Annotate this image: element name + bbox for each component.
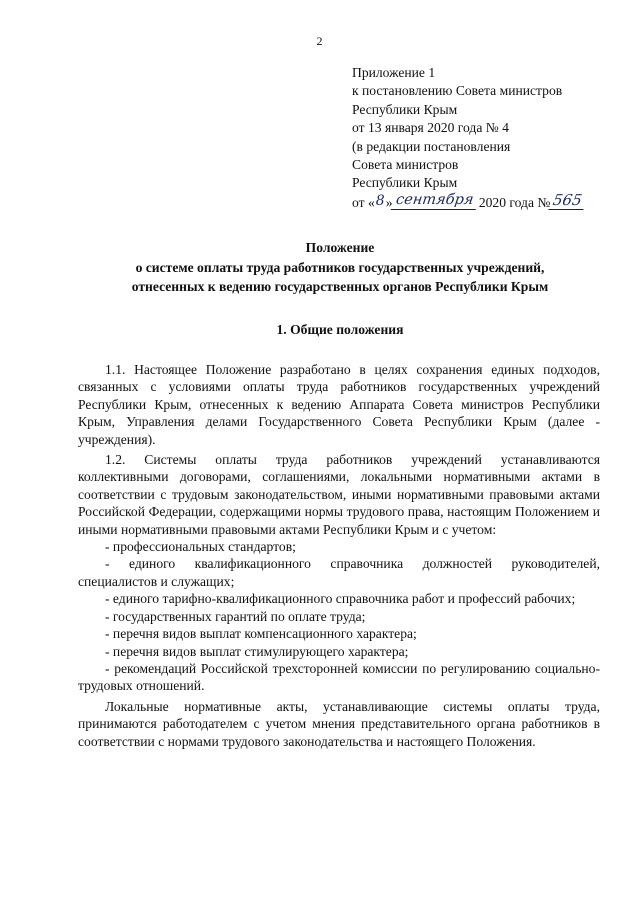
handwritten-day: 8 bbox=[375, 192, 385, 209]
annex-line: Республики Крым bbox=[352, 175, 458, 191]
list-item: - единого тарифно-квалификационного справочника работ и профессий рабочих; bbox=[105, 591, 576, 607]
section-body bbox=[78, 361, 600, 750]
list-item: - перечня видов выплат стимулирующего характера; bbox=[105, 643, 409, 659]
list-item: - рекомендаций Российской трехсторонней комиссии по регулированию социально-трудовых отношений. bbox=[78, 660, 600, 694]
date-year: 2020 года № bbox=[478, 194, 551, 210]
annex-line: (в редакции постановления bbox=[352, 138, 511, 154]
list-item: - государственных гарантий по оплате труда; bbox=[105, 608, 366, 624]
annex-line: от 13 января 2020 года № 4 bbox=[352, 120, 509, 136]
annex-block bbox=[352, 64, 585, 212]
title-line: отнесенных к ведению государственных органов Республики Крым bbox=[131, 279, 549, 294]
date-quote: » bbox=[385, 194, 393, 210]
paragraph-1-2: 1.2. Системы оплаты труда работников учреждений устанавливаются коллективными договорами, соглашениями, локальными нормативными актами в соответствии с трудовым законодательством, иными нормативными правовыми актами Российской Федерации, содержащими нормы трудового права, настоящим Положением и иными нормативными правовыми актами Республики Крым и с учетом: bbox=[78, 452, 600, 537]
annex-line: к постановлению Совета министров bbox=[352, 83, 563, 99]
annex-line: Республики Крым bbox=[352, 101, 458, 117]
list-item: - единого квалификационного справочника должностей руководителей, специалистов и служащих; bbox=[78, 556, 600, 589]
handwritten-number: 565 bbox=[549, 191, 587, 210]
section-heading: 1. Общие положения bbox=[276, 322, 404, 337]
annex-line: Совета министров bbox=[352, 157, 459, 173]
title-line: Положение bbox=[305, 240, 375, 255]
amendment-date-line bbox=[352, 190, 585, 212]
paragraph-1-1: 1.1. Настоящее Положение разработано в целях сохранения единых подходов, связанных с условиями оплаты труда работников государственных учреждений Республики Крым, отнесенных к ведению Аппарата Совета министров Республики Крым, Управления делами Государственного Совета Республики Крым (далее - учреждения). bbox=[78, 362, 600, 447]
page-number: 2 bbox=[316, 34, 323, 48]
handwritten-month: сентября bbox=[391, 191, 479, 210]
date-prefix: от « bbox=[352, 194, 375, 210]
paragraph-local-acts: Локальные нормативные акты, устанавливающие системы оплаты труда, принимаются работодателем с учетом мнения представительного органа работников в соответствии с нормами трудового законодательства и настоящего Положения. bbox=[78, 698, 600, 749]
annex-line: Приложение 1 bbox=[352, 65, 436, 80]
title-line: о системе оплаты труда работников государственных учреждений, bbox=[135, 259, 545, 275]
list-item: - профессиональных стандартов; bbox=[105, 539, 296, 555]
list-item: - перечня видов выплат компенсационного характера; bbox=[105, 626, 417, 642]
document-title bbox=[60, 238, 620, 297]
